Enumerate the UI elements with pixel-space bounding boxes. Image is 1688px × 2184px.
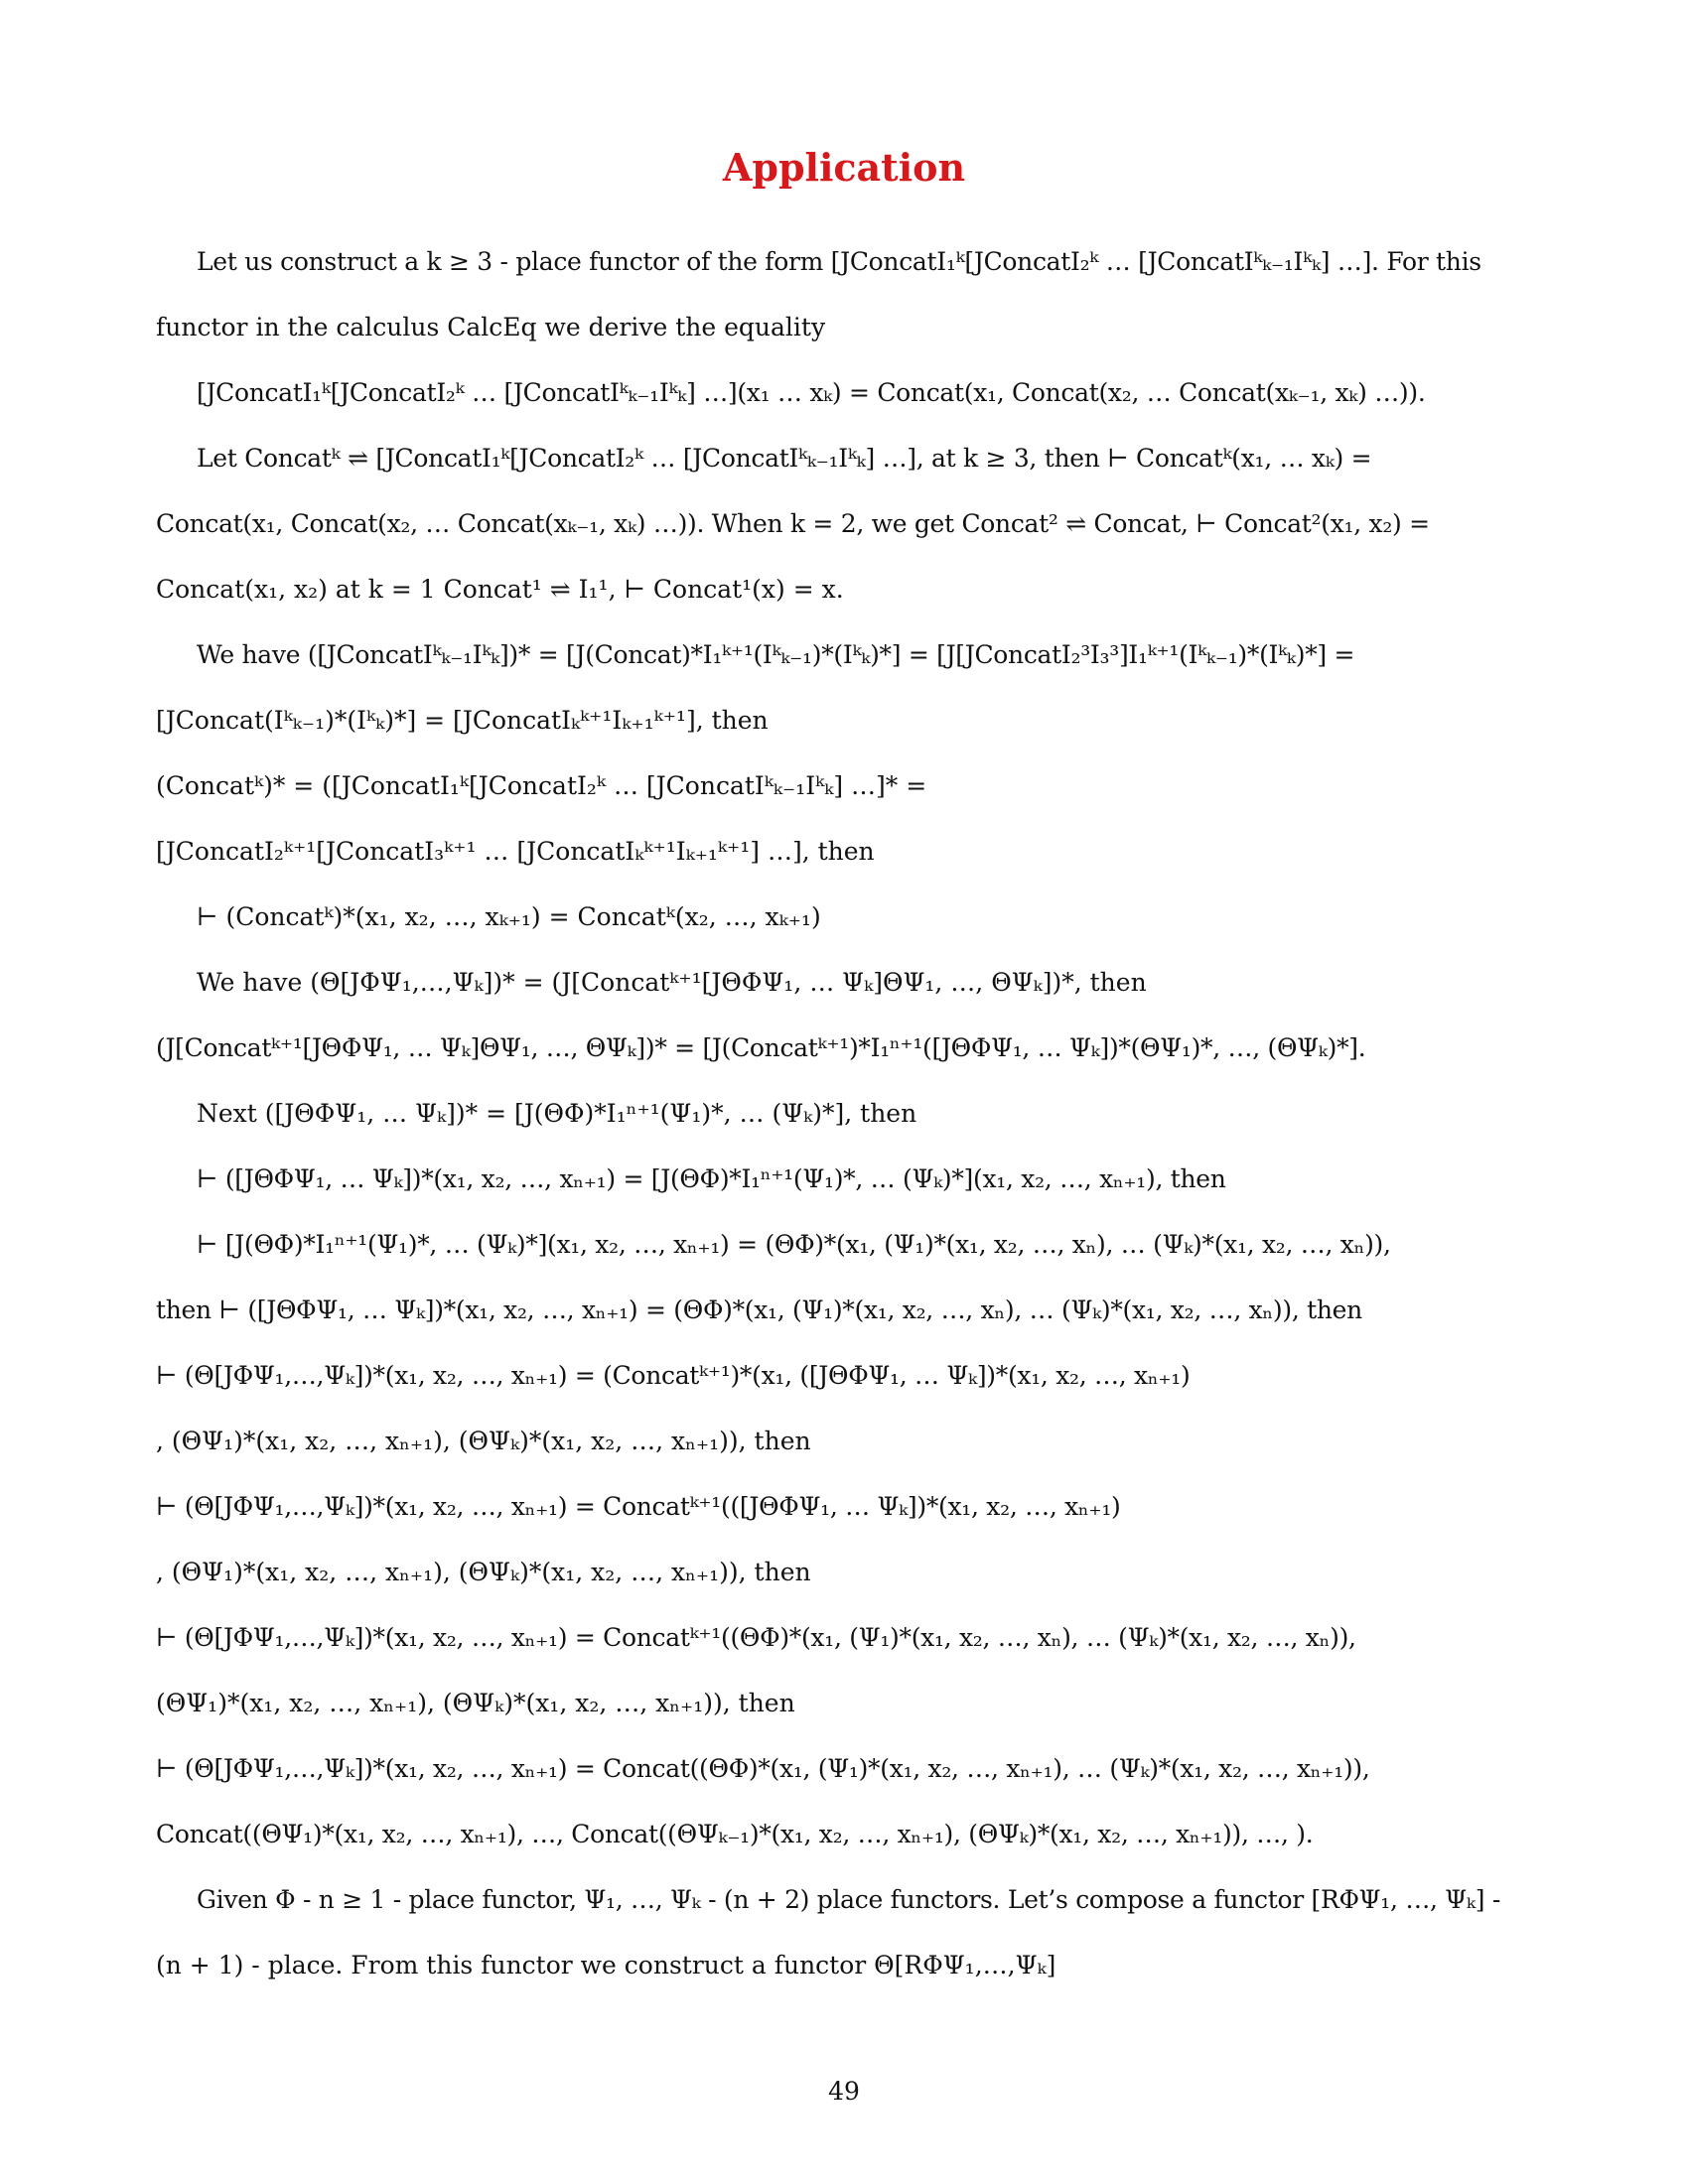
text-line: We have ([JConcatIᵏₖ₋₁Iᵏₖ])* = [J(Concat)*I₁ᵏ⁺¹(Iᵏₖ₋₁)*(Iᵏₖ)*] = [J[JConcatI₂³I₃³]I₁ᵏ⁺¹(Iᵏₖ₋₁)*(Iᵏₖ)*] = [197,640,1355,669]
equation-line: ⊢ ([JΘΦΨ₁, … Ψₖ])*(x₁, x₂, …, xₙ₊₁) = [J(ΘΦ)*I₁ⁿ⁺¹(Ψ₁)*, … (Ψₖ)*](x₁, x₂, …, xₙ₊₁), then [197,1164,1226,1193]
text-line: Let us construct a k ≥ 3 - place functor of the form [JConcatI₁ᵏ[JConcatI₂ᵏ … [JConcatIᵏₖ₋₁Iᵏₖ] …]. For this [197,247,1481,276]
equation-line: [JConcatI₁ᵏ[JConcatI₂ᵏ … [JConcatIᵏₖ₋₁Iᵏₖ] …](x₁ … xₖ) = Concat(x₁, Concat(x₂, … Concat(xₖ₋₁, xₖ) …)). [197,378,1426,407]
equation-line: (ΘΨ₁)*(x₁, x₂, …, xₙ₊₁), (ΘΨₖ)*(x₁, x₂, …, xₙ₊₁)), then [156,1689,795,1717]
equation-line: (Concatᵏ)* = ([JConcatI₁ᵏ[JConcatI₂ᵏ … [JConcatIᵏₖ₋₁Iᵏₖ] …]* = [156,771,927,800]
equation-line: ⊢ (Θ[JΦΨ₁,…,Ψₖ])*(x₁, x₂, …, xₙ₊₁) = Concatᵏ⁺¹(([JΘΦΨ₁, … Ψₖ])*(x₁, x₂, …, xₙ₊₁) [156,1492,1121,1521]
text-line: Concat(x₁, x₂) at k = 1 Concat¹ ⇌ I₁¹, ⊢ Concat¹(x) = x. [156,575,844,604]
equation-line: ⊢ (Θ[JΦΨ₁,…,Ψₖ])*(x₁, x₂, …, xₙ₊₁) = Concatᵏ⁺¹((ΘΦ)*(x₁, (Ψ₁)*(x₁, x₂, …, xₙ), … (Ψₖ)*(x₁, x₂, …, xₙ)), [156,1623,1356,1652]
equation-line: , (ΘΨ₁)*(x₁, x₂, …, xₙ₊₁), (ΘΨₖ)*(x₁, x₂, …, xₙ₊₁)), then [156,1427,811,1455]
text-line: We have (Θ[JΦΨ₁,…,Ψₖ])* = (J[Concatᵏ⁺¹[JΘΦΨ₁, … Ψₖ]ΘΨ₁, …, ΘΨₖ])*, then [197,968,1147,997]
text-line: Concat(x₁, Concat(x₂, … Concat(xₖ₋₁, xₖ) …)). When k = 2, we get Concat² ⇌ Concat, ⊢ Concat²(x₁, x₂) = [156,509,1430,538]
text-line: (n + 1) - place. From this functor we construct a functor Θ[RΦΨ₁,…,Ψₖ] [156,1951,1056,1979]
equation-line: then ⊢ ([JΘΦΨ₁, … Ψₖ])*(x₁, x₂, …, xₙ₊₁) = (ΘΦ)*(x₁, (Ψ₁)*(x₁, x₂, …, xₙ), … (Ψₖ)*(x₁, x₂, …, xₙ)), then [156,1296,1362,1324]
text-line: functor in the calculus CalcEq we derive the equality [156,313,826,341]
equation-line: ⊢ (Concatᵏ)*(x₁, x₂, …, xₖ₊₁) = Concatᵏ(x₂, …, xₖ₊₁) [197,902,821,931]
equation-line: [JConcatI₂ᵏ⁺¹[JConcatI₃ᵏ⁺¹ … [JConcatIₖᵏ⁺¹Iₖ₊₁ᵏ⁺¹] …], then [156,837,875,866]
text-line: [JConcat(Iᵏₖ₋₁)*(Iᵏₖ)*] = [JConcatIₖᵏ⁺¹Iₖ₊₁ᵏ⁺¹], then [156,706,769,735]
equation-line: ⊢ [J(ΘΦ)*I₁ⁿ⁺¹(Ψ₁)*, … (Ψₖ)*](x₁, x₂, …, xₙ₊₁) = (ΘΦ)*(x₁, (Ψ₁)*(x₁, x₂, …, xₙ), … (Ψₖ)*(x₁, x₂, …, xₙ)), [197,1230,1391,1259]
equation-line: ⊢ (Θ[JΦΨ₁,…,Ψₖ])*(x₁, x₂, …, xₙ₊₁) = Concat((ΘΦ)*(x₁, (Ψ₁)*(x₁, x₂, …, xₙ₊₁), … (Ψₖ)*(x₁, x₂, …, xₙ₊₁)), [156,1754,1370,1783]
text-line: Given Φ - n ≥ 1 - place functor, Ψ₁, …, Ψₖ - (n + 2) place functors. Let’s compose a functor [RΦΨ₁, …, Ψₖ] - [197,1885,1500,1914]
equation-line: Concat((ΘΨ₁)*(x₁, x₂, …, xₙ₊₁), …, Concat((ΘΨₖ₋₁)*(x₁, x₂, …, xₙ₊₁), (ΘΨₖ)*(x₁, x₂, …, xₙ₊₁)), …, ). [156,1820,1314,1848]
page-number: 49 [828,2077,860,2106]
text-line: Let Concatᵏ ⇌ [JConcatI₁ᵏ[JConcatI₂ᵏ … [JConcatIᵏₖ₋₁Iᵏₖ] …], at k ≥ 3, then ⊢ Concatᵏ(x₁, … xₖ) = [197,444,1372,473]
equation-line: ⊢ (Θ[JΦΨ₁,…,Ψₖ])*(x₁, x₂, …, xₙ₊₁) = (Concatᵏ⁺¹)*(x₁, ([JΘΦΨ₁, … Ψₖ])*(x₁, x₂, …, xₙ₊₁) [156,1361,1191,1390]
section-heading: Application [722,145,966,190]
equation-line: , (ΘΨ₁)*(x₁, x₂, …, xₙ₊₁), (ΘΨₖ)*(x₁, x₂, …, xₙ₊₁)), then [156,1558,811,1586]
text-line: Next ([JΘΦΨ₁, … Ψₖ])* = [J(ΘΦ)*I₁ⁿ⁺¹(Ψ₁)*, … (Ψₖ)*], then [197,1099,917,1128]
equation-line: (J[Concatᵏ⁺¹[JΘΦΨ₁, … Ψₖ]ΘΨ₁, …, ΘΨₖ])* = [J(Concatᵏ⁺¹)*I₁ⁿ⁺¹([JΘΦΨ₁, … Ψₖ])*(ΘΨ₁)*, …, (ΘΨₖ)*]. [156,1033,1366,1062]
